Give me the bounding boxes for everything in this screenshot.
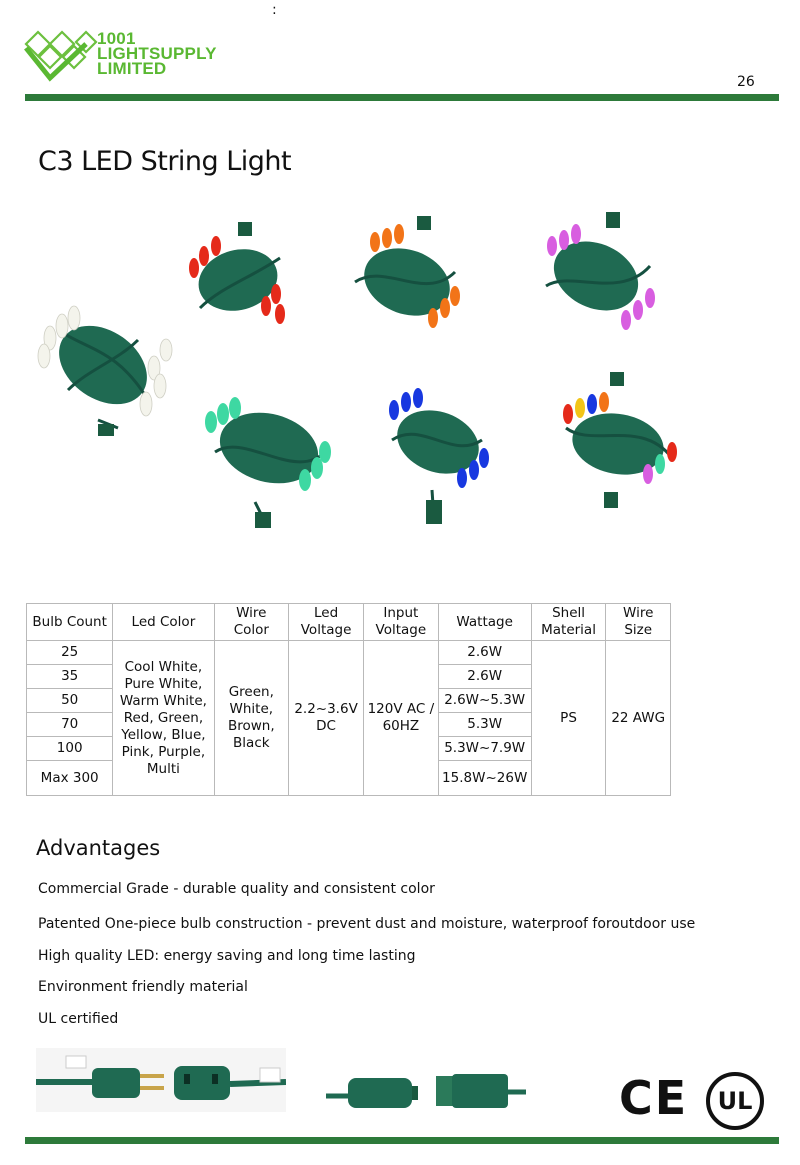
input-voltage-line: 60HZ bbox=[382, 718, 420, 734]
col-header-wire-color: Wire Color bbox=[214, 604, 289, 641]
wattage-cell: 5.3W bbox=[438, 713, 531, 737]
wattage-cell: 2.6W bbox=[438, 665, 531, 689]
bulb-count-cell: Max 300 bbox=[27, 761, 113, 796]
wire-color-line: Black bbox=[233, 735, 270, 751]
wire-size-cell: 22 AWG bbox=[606, 641, 671, 796]
spec-table-header-row bbox=[27, 604, 671, 641]
footer-rule bbox=[25, 1137, 779, 1144]
plug-connector-photo bbox=[36, 1048, 286, 1112]
advantage-item: High quality LED: energy saving and long time lasting bbox=[38, 948, 416, 964]
bulb-count-cell: 50 bbox=[27, 689, 113, 713]
table-row bbox=[27, 641, 671, 665]
advantage-item: Patented One-piece bulb construction - prevent dust and moisture, waterproof foroutdoor use bbox=[38, 916, 696, 932]
wattage-cell: 5.3W~7.9W bbox=[438, 737, 531, 761]
advantage-item: Commercial Grade - durable quality and consistent color bbox=[38, 881, 435, 897]
bulb-count-cell: 35 bbox=[27, 665, 113, 689]
advantage-item: UL certified bbox=[38, 1011, 119, 1027]
light-string-photo-blue bbox=[382, 370, 492, 530]
logo-line-2: LIGHTSUPPLY bbox=[97, 44, 217, 63]
led-color-line: Red, Green, bbox=[123, 709, 204, 726]
header-rule bbox=[25, 94, 779, 101]
logo-text bbox=[97, 31, 217, 76]
light-string-photo-orange bbox=[345, 212, 465, 342]
shell-material-cell: PS bbox=[531, 641, 606, 796]
col-header-led-voltage: Led Voltage bbox=[289, 604, 364, 641]
bulb-count-cell: 70 bbox=[27, 713, 113, 737]
led-voltage-line: 2.2~3.6V bbox=[294, 701, 358, 717]
advantages-heading: Advantages bbox=[36, 836, 161, 860]
light-string-photo-multi bbox=[552, 368, 682, 518]
light-string-photo-green bbox=[195, 372, 335, 532]
led-color-line: Pink, Purple, bbox=[121, 743, 206, 760]
col-header-input-voltage: Input Voltage bbox=[364, 604, 439, 641]
wire-color-line: Green, bbox=[228, 684, 274, 700]
wire-color-cell bbox=[214, 641, 289, 796]
led-voltage-cell bbox=[289, 641, 364, 796]
ce-mark: CE bbox=[619, 1071, 689, 1125]
input-voltage-line: 120V AC / bbox=[367, 701, 435, 717]
col-header-bulb-count: Bulb Count bbox=[27, 604, 113, 641]
led-color-line: Yellow, Blue, bbox=[121, 726, 206, 743]
input-voltage-cell bbox=[364, 641, 439, 796]
ul-mark bbox=[706, 1072, 764, 1130]
col-header-wire-size: Wire Size bbox=[606, 604, 671, 641]
ul-mark-text: UL bbox=[717, 1087, 753, 1115]
spec-table bbox=[26, 603, 671, 796]
inline-connector-photo bbox=[326, 1064, 526, 1114]
wattage-cell: 2.6W~5.3W bbox=[438, 689, 531, 713]
col-header-shell-material: Shell Material bbox=[531, 604, 606, 641]
wire-color-line: Brown, bbox=[227, 718, 275, 734]
led-color-line: Multi bbox=[146, 760, 180, 777]
led-color-line: Pure White, bbox=[124, 675, 203, 692]
logo-line-3: LIMITED bbox=[97, 59, 167, 78]
wattage-cell: 2.6W bbox=[438, 641, 531, 665]
light-string-photo-purple bbox=[530, 210, 660, 340]
light-string-photo-cool-white bbox=[28, 290, 178, 440]
logo-line-1: 1001 bbox=[97, 29, 136, 48]
wattage-cell: 15.8W~26W bbox=[438, 761, 531, 796]
stray-mark: : bbox=[272, 2, 277, 18]
bulb-count-cell: 100 bbox=[27, 737, 113, 761]
col-header-led-color: Led Color bbox=[113, 604, 214, 641]
page-title: C3 LED String Light bbox=[38, 146, 292, 177]
col-header-wattage: Wattage bbox=[438, 604, 531, 641]
led-color-line: Cool White, bbox=[124, 658, 203, 675]
advantage-item: Environment friendly material bbox=[38, 979, 248, 995]
led-voltage-line: DC bbox=[316, 718, 336, 734]
page-number: 26 bbox=[737, 74, 755, 90]
light-string-photo-red bbox=[180, 218, 290, 336]
led-color-cell bbox=[113, 641, 214, 796]
bulb-count-cell: 25 bbox=[27, 641, 113, 665]
wire-color-line: White, bbox=[229, 701, 274, 717]
led-color-line: Warm White, bbox=[119, 692, 207, 709]
